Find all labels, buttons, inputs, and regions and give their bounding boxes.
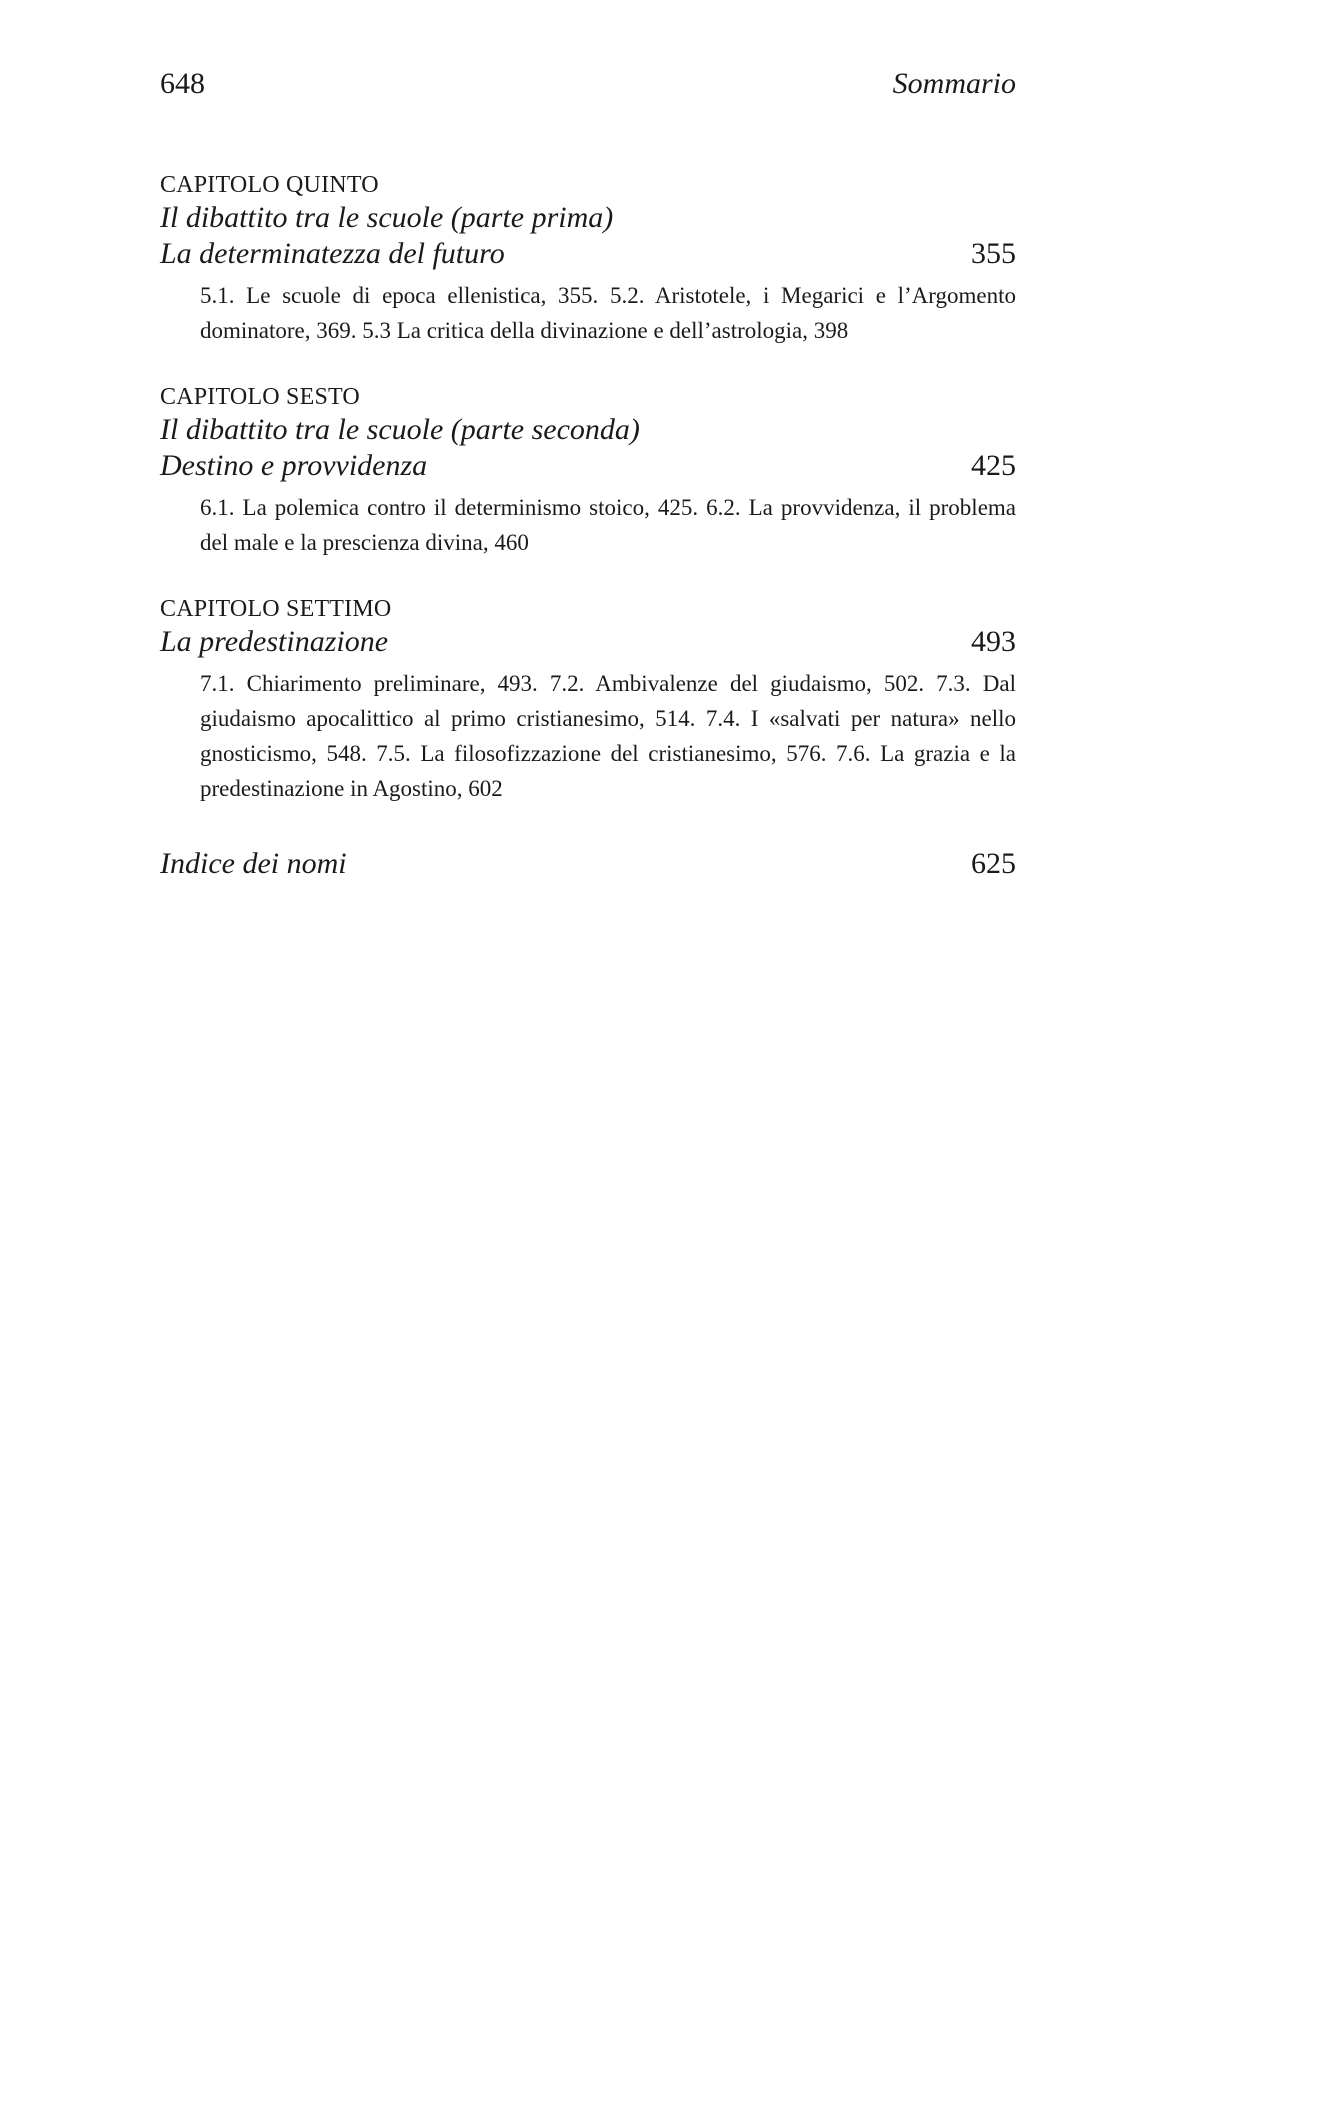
chapter-title: La predestinazione bbox=[160, 625, 389, 658]
chapter-sections: 5.1. Le scuole di epoca ellenistica, 355. 5.2. Aristotele, i Megarici e l’Argomento dominatore, 369. 5.3 La critica della divinazione e dell’astrologia, 398 bbox=[200, 283, 1016, 343]
toc-index-entry bbox=[160, 846, 1016, 882]
toc-chapter-7 bbox=[160, 594, 1016, 806]
running-head bbox=[160, 64, 1016, 104]
chapter-title: Il dibattito tra le scuole (parte seconda) bbox=[160, 413, 640, 446]
chapter-label: CAPITOLO QUINTO bbox=[160, 172, 379, 198]
chapter-label: CAPITOLO SETTIMO bbox=[160, 596, 392, 622]
chapter-page-number: 425 bbox=[971, 449, 1016, 482]
chapter-page-number: 493 bbox=[971, 625, 1016, 658]
chapter-page-number: 355 bbox=[971, 237, 1016, 270]
index-page-number: 625 bbox=[971, 847, 1016, 880]
chapter-subtitle-row bbox=[160, 236, 1016, 272]
page-number: 648 bbox=[160, 67, 205, 100]
chapter-title: Il dibattito tra le scuole (parte prima) bbox=[160, 201, 614, 234]
chapter-subtitle: La determinatezza del futuro bbox=[160, 237, 505, 270]
running-head-title: Sommario bbox=[892, 67, 1016, 100]
chapter-title-row bbox=[160, 624, 1016, 660]
chapter-subtitle: Destino e provvidenza bbox=[160, 449, 428, 482]
toc-chapter-6 bbox=[160, 382, 1016, 560]
toc-chapter-5 bbox=[160, 170, 1016, 348]
table-of-contents bbox=[160, 170, 1016, 882]
chapter-sections: 7.1. Chiarimento preliminare, 493. 7.2. Ambivalenze del giudaismo, 502. 7.3. Dal giudaismo apocalittico al primo cristianesimo, 514. 7.4. I «salvati per natura» nello gnosticismo, 548. 7.5. La filosofizzazione del cristianesimo, 576. 7.6. La grazia e la predestinazione in Agostino, 602 bbox=[200, 671, 1016, 801]
chapter-subtitle-row bbox=[160, 448, 1016, 484]
chapter-sections: 6.1. La polemica contro il determinismo stoico, 425. 6.2. La provvidenza, il problema del male e la prescienza divina, 460 bbox=[200, 495, 1016, 555]
chapter-label: CAPITOLO SESTO bbox=[160, 384, 360, 410]
index-title: Indice dei nomi bbox=[160, 847, 347, 880]
